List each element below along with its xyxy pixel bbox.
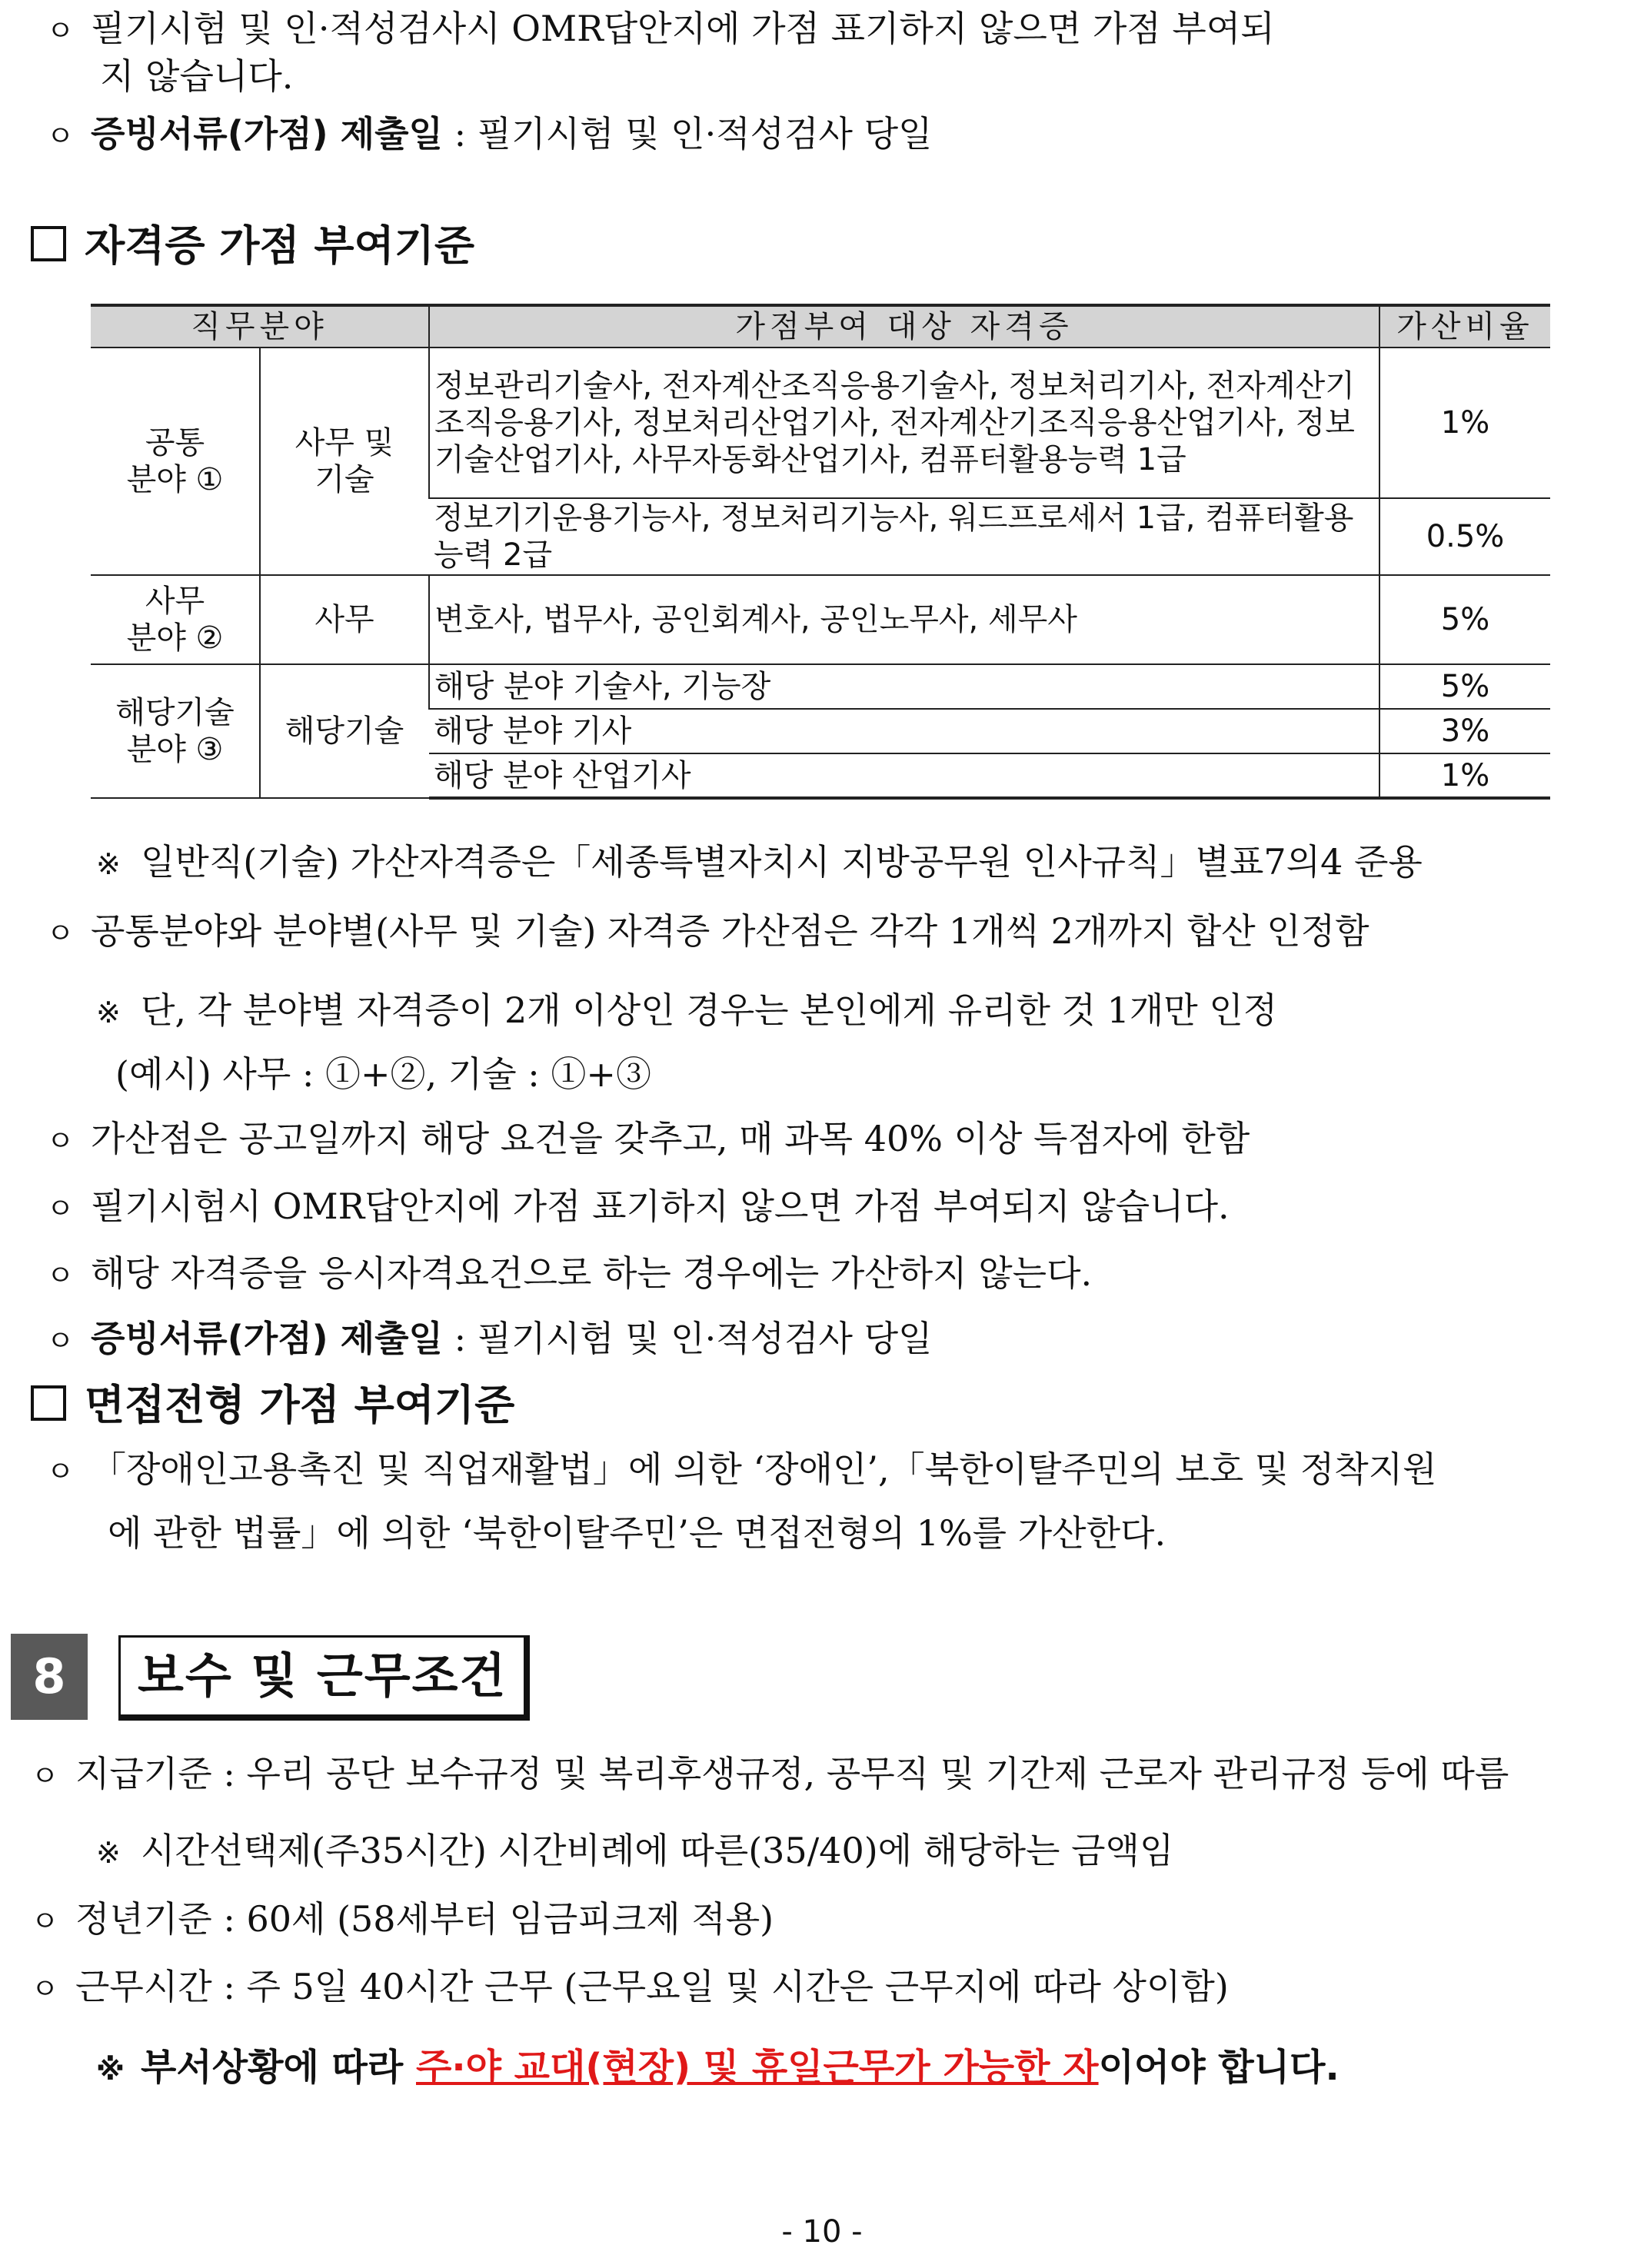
page-number: - 10 - [781,2214,863,2250]
header-certificate: 가점부여 대상 자격증 [429,305,1379,348]
cell-office-field: 사무 분야 ② [91,575,260,664]
pay-note: ※ 시간선택제(주35시간) 시간비례에 따른(35/40)에 해당하는 금액임 [96,1830,1174,1871]
cell-certificate: 해당 분야 기사 [429,709,1379,753]
rule-eligibility: ㅇ 가산점은 공고일까지 해당 요건을 갖추고, 매 과목 40% 이상 득점자에 한함 [46,1118,1250,1159]
cell-certificate: 해당 분야 산업기사 [429,753,1379,798]
document-submission-line: ㅇ 증빙서류(가점) 제출일 : 필기시험 및 인·적성검사 당일 [46,113,933,155]
document-submission-line: ㅇ 증빙서류(가점) 제출일 : 필기시험 및 인·적성검사 당일 [46,1318,933,1359]
cell-rate: 0.5% [1379,498,1550,575]
shift-requirement-note: ※ 부서상황에 따라 주·야 교대(현장) 및 휴일근무가 가능한 자이어야 합니다. [96,2046,1339,2089]
cell-certificate: 변호사, 법무사, 공인회계사, 공인노무사, 세무사 [429,575,1379,664]
cell-certificate: 해당 분야 기술사, 기능장 [429,664,1379,709]
cell-rate: 3% [1379,709,1550,753]
certificate-table [91,304,1550,800]
cell-rate: 5% [1379,575,1550,664]
cert-section-heading: 자격증 가점 부여기준 [31,219,474,273]
cell-rate: 5% [1379,664,1550,709]
cell-rate: 1% [1379,348,1550,498]
eligibility-note-line: ㅇ 필기시험 및 인·적성검사시 OMR답안지에 가점 표기하지 않으면 가점 부여되 [46,8,1275,49]
rule-combination: ㅇ 공통분야와 분야별(사무 및 기술) 자격증 가산점은 각각 1개씩 2개까지 합산 인정함 [46,910,1369,952]
header-field: 직무분야 [91,305,429,348]
header-rate: 가산비율 [1379,305,1550,348]
interview-rule-line: ㅇ 「장애인고용촉진 및 직업재활법」에 의한 ‘장애인’,「북한이탈주민의 보호 및 정착지원 [46,1448,1437,1490]
note-regulation: ※ 일반직(기술) 가산자격증은「세종특별자치시 지방공무원 인사규칙」별표7의4 준용 [96,841,1423,883]
cell-rate: 1% [1379,753,1550,798]
cell-office-sub: 사무 [260,575,429,664]
cell-certificate: 정보관리기술사, 전자계산조직응용기술사, 정보처리기사, 전자계산기조직응용기사, 정보처리산업기사, 전자계산기조직응용산업기사, 정보기술산업기사, 사무자동화산업기사, 컴퓨터활용능력 1급 [429,348,1379,498]
cell-tech-field: 해당기술 분야 ③ [91,664,260,798]
eligibility-note-continuation: 지 않습니다. [100,55,294,97]
retirement-standard: ㅇ 정년기준 : 60세 (58세부터 임금피크제 적용) [31,1898,774,1940]
working-hours: ㅇ 근무시간 : 주 5일 40시간 근무 (근무요일 및 시간은 근무지에 따라 상이함) [31,1966,1229,2007]
note-single-recognition: ※ 단, 각 분야별 자격증이 2개 이상인 경우는 본인에게 유리한 것 1개만 인정 [96,989,1278,1031]
cell-common-sub: 사무 및 기술 [260,348,429,575]
checkbox-square-icon [31,1385,66,1421]
note-example: (예시) 사무 : ①+②, 기술 : ①+③ [115,1053,651,1095]
cell-certificate: 정보기기운용기능사, 정보처리기능사, 워드프로세서 1급, 컴퓨터활용능력 2급 [429,498,1379,575]
cell-tech-sub: 해당기술 [260,664,429,798]
interview-rule-continuation: 에 관한 법률」에 의한 ‘북한이탈주민’은 면접전형의 1%를 가산한다. [108,1512,1166,1554]
highlighted-requirement: 주·야 교대(현장) 및 휴일근무가 가능한 자 [416,2046,1099,2089]
section-title: 보수 및 근무조건 [118,1635,530,1721]
rule-omr: ㅇ 필기시험시 OMR답안지에 가점 표기하지 않으면 가점 부여되지 않습니다. [46,1186,1230,1227]
section-number-badge: 8 [11,1634,88,1720]
cell-common-field: 공통 분야 ① [91,348,260,575]
pay-standard: ㅇ 지급기준 : 우리 공단 보수규정 및 복리후생규정, 공무직 및 기간제 근로자 관리규정 등에 따름 [31,1753,1509,1794]
rule-requirement: ㅇ 해당 자격증을 응시자격요건으로 하는 경우에는 가산하지 않는다. [46,1252,1093,1294]
checkbox-square-icon [31,226,66,261]
interview-section-heading: 면접전형 가점 부여기준 [31,1378,514,1432]
